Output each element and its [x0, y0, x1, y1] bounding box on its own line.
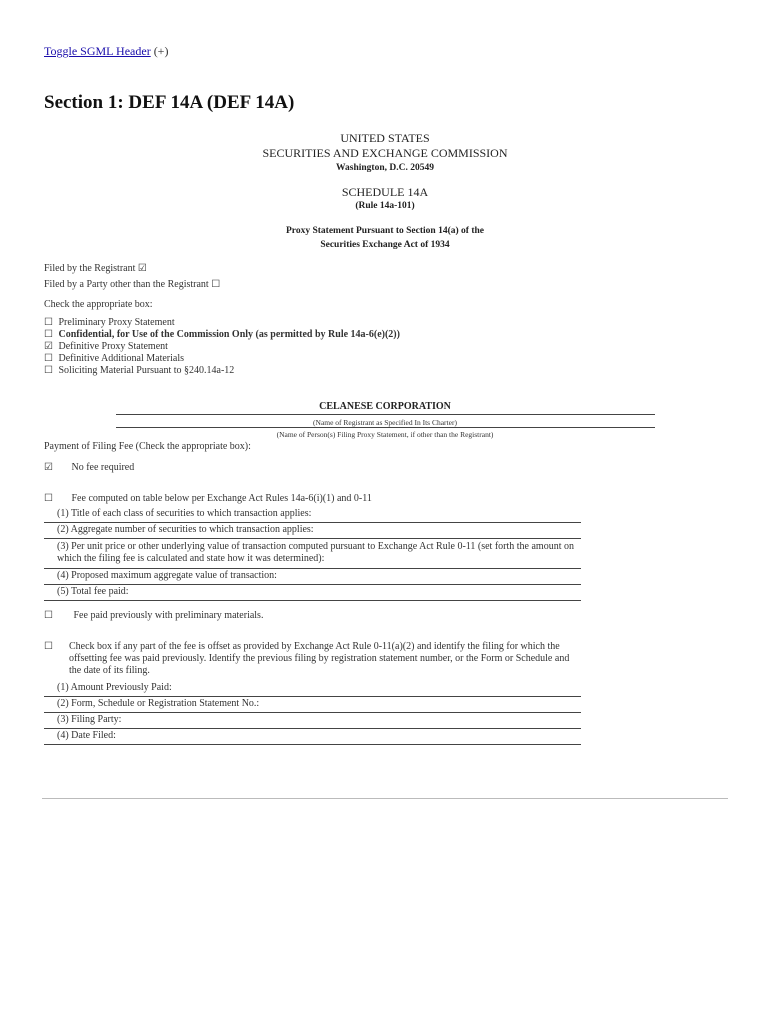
schedule-title: SCHEDULE 14A — [341, 185, 429, 199]
offset-item — [44, 698, 581, 713]
header-line-1: UNITED STATES — [340, 131, 430, 145]
sec-header — [0, 131, 770, 176]
option-checkbox: ☑ — [44, 341, 53, 352]
computed-checkbox: ☐ — [44, 493, 53, 504]
computed-item — [44, 541, 581, 569]
fee-offset — [44, 641, 584, 677]
offset-item-text: (1) Amount Previously Paid: — [57, 682, 172, 693]
computed-item — [44, 586, 581, 601]
option-checkbox: ☐ — [44, 329, 53, 340]
computed-label: Fee computed on table below per Exchange Act Rules 14a-6(i)(1) and 0-11 — [71, 493, 372, 504]
proxy-line-2: Securities Exchange Act of 1934 — [320, 240, 450, 250]
offset-item-text: (3) Filing Party: — [57, 714, 122, 725]
toggle-sgml-header — [44, 44, 168, 59]
computed-item-text: (5) Total fee paid: — [57, 586, 129, 597]
offset-item — [44, 714, 581, 729]
no-fee-checkbox: ☑ — [44, 462, 53, 473]
offset-item — [44, 682, 581, 697]
registrant-rule — [116, 414, 655, 415]
offset-checkbox: ☐ — [44, 641, 53, 652]
computed-item-text: (1) Title of each class of securities to which transaction applies: — [57, 508, 312, 519]
computed-item-text: (3) Per unit price or other underlying value of transaction computed pursuant to Exchange Act Rule 0-11 (set forth the amount on which the filing fee is calculated and state how it was determined): — [57, 541, 574, 564]
offset-item-text: (2) Form, Schedule or Registration Statement No.: — [57, 698, 260, 709]
proxy-statement-heading — [0, 224, 770, 252]
fee-computed — [44, 493, 372, 505]
computed-item-text: (4) Proposed maximum aggregate value of transaction: — [57, 570, 277, 581]
proxy-line-1: Proxy Statement Pursuant to Section 14(a) of the — [286, 226, 484, 236]
offset-item — [44, 730, 581, 745]
option-label: Preliminary Proxy Statement — [58, 317, 175, 328]
option-label: Soliciting Material Pursuant to §240.14a-12 — [58, 365, 235, 376]
page-divider — [42, 798, 728, 799]
toggle-sgml-header-link[interactable]: Toggle SGML Header — [44, 44, 151, 58]
option-checkbox: ☐ — [44, 365, 53, 376]
offset-label: Check box if any part of the fee is offset as provided by Exchange Act Rule 0-11(a)(2) and identify the filing for which the offsetting fee was paid previously. Identify the previous filing by registration statement number, or the Form or Schedule and the date of its filing. — [69, 641, 570, 676]
filed-by-party-label: Filed by a Party other than the Registrant — [44, 279, 209, 290]
header-line-2: SECURITIES AND EXCHANGE COMMISSION — [262, 146, 508, 160]
option-checkbox: ☐ — [44, 353, 53, 364]
filed-by-registrant-label: Filed by the Registrant — [44, 263, 136, 274]
check-appropriate-box-label: Check the appropriate box: — [44, 299, 153, 310]
filed-by-registrant-checkbox: ☑ — [137, 263, 147, 274]
filed-by-party — [44, 279, 220, 290]
option-definitive-additional — [44, 353, 184, 364]
computed-item-text: (2) Aggregate number of securities to which transaction applies: — [57, 524, 314, 535]
option-preliminary — [44, 317, 175, 328]
filer-caption: (Name of Person(s) Filing Proxy Statement, if other than the Registrant) — [276, 430, 494, 439]
option-checkbox: ☐ — [44, 317, 53, 328]
offset-item-text: (4) Date Filed: — [57, 730, 116, 741]
option-definitive-proxy — [44, 341, 168, 352]
no-fee-label: No fee required — [71, 462, 135, 473]
fee-previous — [44, 610, 263, 622]
computed-item — [44, 508, 581, 523]
registrant-name: CELANESE CORPORATION — [319, 401, 451, 412]
previous-checkbox: ☐ — [44, 610, 53, 621]
filer-rule — [116, 427, 655, 428]
option-soliciting — [44, 365, 234, 376]
registrant-caption: (Name of Registrant as Specified In Its Charter) — [313, 418, 457, 427]
computed-item — [44, 570, 581, 585]
option-label: Confidential, for Use of the Commission Only (as permitted by Rule 14a-6(e)(2)) — [58, 329, 400, 340]
previous-label: Fee paid previously with preliminary materials. — [73, 610, 264, 621]
toggle-suffix[interactable]: (+) — [153, 44, 169, 58]
filed-by-registrant — [44, 263, 147, 274]
schedule-block — [0, 185, 770, 213]
header-line-3: Washington, D.C. 20549 — [336, 163, 434, 173]
option-confidential — [44, 329, 400, 340]
option-label: Definitive Additional Materials — [58, 353, 185, 364]
schedule-rule: (Rule 14a-101) — [355, 201, 415, 211]
filed-by-party-checkbox: ☐ — [211, 279, 221, 290]
computed-item — [44, 524, 581, 539]
payment-label: Payment of Filing Fee (Check the appropriate box): — [44, 441, 251, 452]
section-title: Section 1: DEF 14A (DEF 14A) — [44, 92, 295, 113]
fee-no-fee — [44, 462, 134, 474]
option-label: Definitive Proxy Statement — [58, 341, 168, 352]
